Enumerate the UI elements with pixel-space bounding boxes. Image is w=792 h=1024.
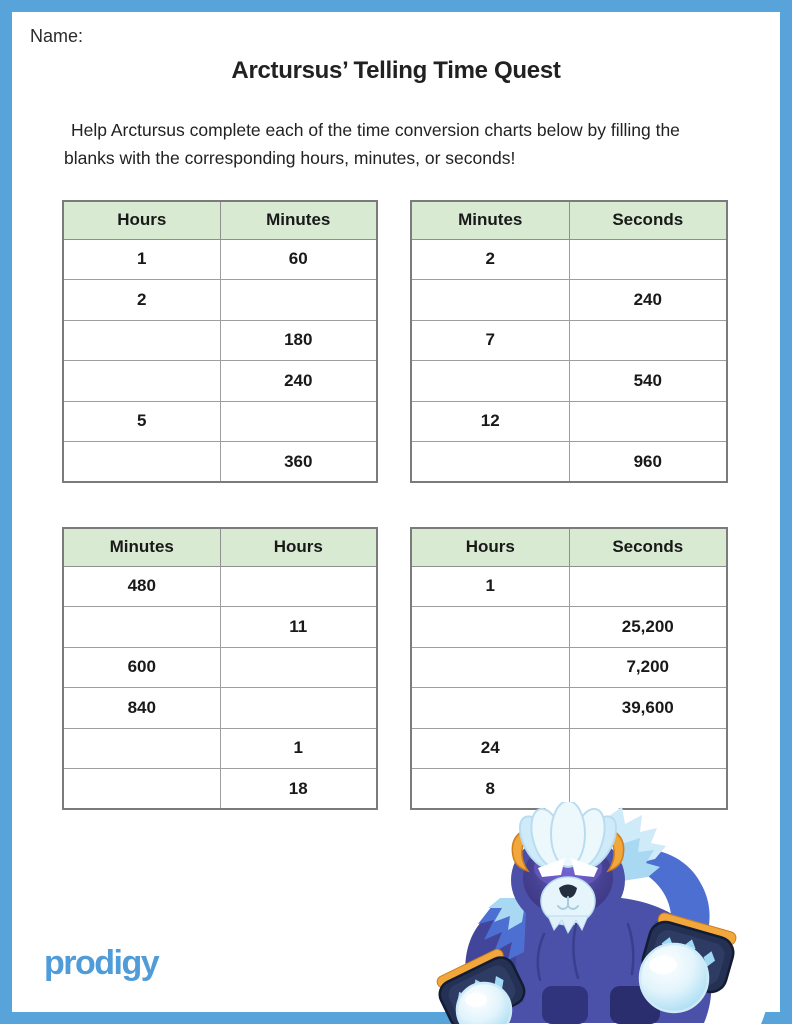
table-cell-blank — [411, 280, 569, 321]
table-row — [411, 566, 727, 607]
table-cell-value: 2 — [411, 239, 569, 280]
table-cell-value: 39,600 — [569, 688, 727, 729]
table-row — [63, 566, 377, 607]
table-cell-blank — [569, 566, 727, 607]
table-row — [411, 688, 727, 729]
table-cell-value: 5 — [63, 401, 220, 442]
table-cell-blank — [411, 607, 569, 648]
table-cell-value: 12 — [411, 401, 569, 442]
table-cell-blank — [220, 401, 377, 442]
table-cell-blank — [220, 280, 377, 321]
table-cell-value: 7 — [411, 320, 569, 361]
table-cell-blank — [63, 361, 220, 402]
snowball-right — [640, 944, 708, 1012]
conversion-table-hours-seconds — [410, 527, 728, 810]
table-cell-blank — [569, 728, 727, 769]
table-cell-value: 1 — [220, 728, 377, 769]
table-minutes-to-seconds — [410, 200, 728, 483]
table-cell-blank — [411, 442, 569, 483]
column-header: Seconds — [569, 201, 727, 239]
table-cell-blank — [63, 607, 220, 648]
table-cell-blank — [569, 320, 727, 361]
conversion-table-minutes-hours — [62, 527, 378, 810]
table-row — [411, 239, 727, 280]
conversion-table-minutes-seconds — [410, 200, 728, 483]
table-cell-value: 540 — [569, 361, 727, 402]
column-header: Seconds — [569, 528, 727, 566]
prodigy-logo: prodigy — [44, 944, 159, 982]
table-cell-value: 600 — [63, 647, 220, 688]
table-cell-value: 11 — [220, 607, 377, 648]
column-header: Minutes — [63, 528, 220, 566]
table-row — [411, 280, 727, 321]
table-row — [63, 280, 377, 321]
table-hours-to-seconds — [410, 527, 728, 810]
table-row — [63, 769, 377, 810]
table-cell-value: 840 — [63, 688, 220, 729]
column-header: Minutes — [411, 201, 569, 239]
table-minutes-to-hours — [62, 527, 378, 810]
table-cell-value: 25,200 — [569, 607, 727, 648]
table-row — [63, 361, 377, 402]
table-cell-value: 180 — [220, 320, 377, 361]
table-row — [411, 442, 727, 483]
table-cell-blank — [220, 688, 377, 729]
table-row — [63, 607, 377, 648]
name-label: Name: — [30, 26, 84, 46]
arctursus-character-illustration — [426, 802, 778, 1024]
table-cell-value: 960 — [569, 442, 727, 483]
table-cell-blank — [569, 401, 727, 442]
table-cell-value: 240 — [220, 361, 377, 402]
table-cell-value: 240 — [569, 280, 727, 321]
column-header: Hours — [63, 201, 220, 239]
table-row — [63, 401, 377, 442]
table-cell-value: 18 — [220, 769, 377, 810]
table-cell-blank — [411, 647, 569, 688]
instructions-line-1: Help Arctursus complete each of the time conversion charts below by filling the — [71, 120, 680, 140]
column-header: Hours — [411, 528, 569, 566]
instructions — [64, 117, 736, 172]
table-cell-blank — [411, 688, 569, 729]
table-row — [63, 442, 377, 483]
table-cell-blank — [411, 361, 569, 402]
instructions-line-2: blanks with the corresponding hours, minutes, or seconds! — [64, 147, 516, 168]
table-cell-value: 7,200 — [569, 647, 727, 688]
table-cell-value: 24 — [411, 728, 569, 769]
table-cell-value: 8 — [411, 769, 569, 810]
column-header: Minutes — [220, 201, 377, 239]
table-cell-blank — [63, 442, 220, 483]
table-cell-value: 2 — [63, 280, 220, 321]
column-header: Hours — [220, 528, 377, 566]
conversion-table-hours-minutes — [62, 200, 378, 483]
table-row — [411, 607, 727, 648]
table-cell-blank — [63, 769, 220, 810]
table-row — [411, 728, 727, 769]
table-cell-blank — [220, 647, 377, 688]
table-cell-blank — [220, 566, 377, 607]
table-cell-value: 1 — [411, 566, 569, 607]
table-cell-value: 1 — [63, 239, 220, 280]
table-row — [411, 320, 727, 361]
table-row — [63, 728, 377, 769]
table-row — [411, 647, 727, 688]
table-row — [411, 401, 727, 442]
table-cell-value: 360 — [220, 442, 377, 483]
table-cell-blank — [63, 320, 220, 361]
table-row — [63, 239, 377, 280]
table-cell-blank — [63, 728, 220, 769]
table-row — [411, 361, 727, 402]
table-hours-to-minutes — [62, 200, 378, 483]
table-row — [63, 688, 377, 729]
table-cell-blank — [569, 239, 727, 280]
table-cell-value: 480 — [63, 566, 220, 607]
table-row — [63, 647, 377, 688]
page-title: Arctursus’ Telling Time Quest — [231, 57, 561, 84]
table-row — [63, 320, 377, 361]
table-cell-value: 60 — [220, 239, 377, 280]
